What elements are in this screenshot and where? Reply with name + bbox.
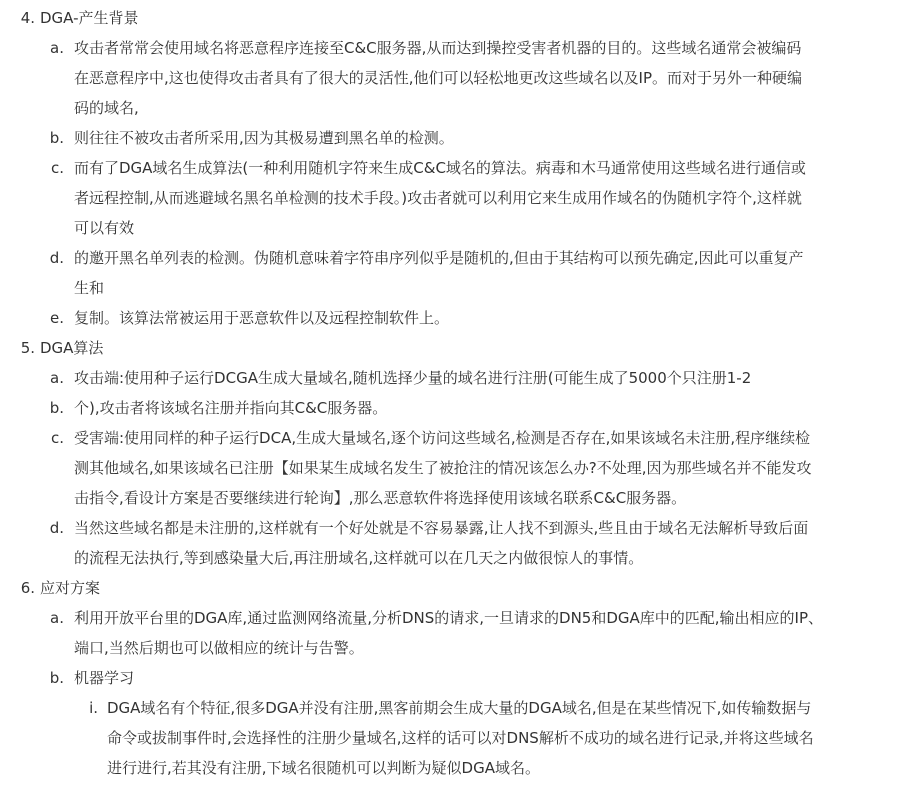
- item-marker: b.: [49, 399, 64, 417]
- item-marker: a.: [50, 369, 64, 387]
- item-line: 击指令,看设计方案是否要继续进行轮询】,那么恶意软件将选择使用该域名联系C&C服务器。: [74, 489, 687, 507]
- item-line: 则往往不被攻击者所采用,因为其极易遭到黑名单的检测。: [74, 129, 454, 147]
- list-item-5d: [0, 513, 918, 573]
- item-marker: e.: [50, 309, 64, 327]
- section-title: 应对方案: [40, 579, 101, 597]
- list-item-5c: [0, 423, 918, 513]
- sub-item-line: 进行进行,若其没有注册,下域名很随机可以判断为疑似DGA域名。: [107, 759, 540, 777]
- list-item-6b: [0, 663, 918, 693]
- list-item-4c: [0, 153, 918, 243]
- item-line: 受害端:使用同样的种子运行DCA,生成大量域名,逐个访问这些域名,检测是否存在,如果该域名未注册,程序继续检: [74, 429, 811, 447]
- list-item-4a: [0, 33, 918, 123]
- item-line: 的流程无法执行,等到感染量大后,再注册域名,这样就可以在几天之内做很惊人的事情。: [74, 549, 644, 567]
- sub-item-line: 命令或拔制事件时,会选择性的注册少量域名,这样的话可以对DNS解析不成功的域名进行记录,并将这些域名: [107, 729, 814, 747]
- item-line: 可以有效: [74, 219, 135, 237]
- item-line: 机器学习: [74, 669, 135, 687]
- item-line: 而有了DGA域名生成算法(一种利用随机字符来生成C&C域名的算法。病毒和木马通常使用这些域名进行通信或: [74, 159, 806, 177]
- section-4: [0, 3, 918, 333]
- section-number: 4.: [20, 9, 35, 27]
- sub-item-line: DGA域名有个特征,很多DGA并没有注册,黑客前期会生成大量的DGA域名,但是在某些情况下,如传输数据与: [107, 699, 812, 717]
- item-marker: c.: [50, 429, 64, 447]
- list-item-4b: [0, 123, 918, 153]
- section-number: 5.: [20, 339, 35, 357]
- item-line: 攻击者常常会使用域名将恶意程序连接至C&C服务器,从而达到操控受害者机器的目的。这些域名通常会被编码: [74, 39, 802, 57]
- section-heading: [0, 333, 918, 363]
- item-line: 在恶意程序中,这也使得攻击者具有了很大的灵活性,他们可以轻松地更改这些域名以及IP。而对于另外一种硬编: [74, 69, 803, 87]
- sub-item-marker: i.: [89, 699, 98, 717]
- item-line: 复制。该算法常被运用于恶意软件以及远程控制软件上。: [74, 309, 450, 327]
- item-marker: b.: [49, 669, 64, 687]
- item-line: 端口,当然后期也可以做相应的统计与告警。: [74, 639, 364, 657]
- item-line: 个),攻击者将该域名注册并指向其C&C服务器。: [74, 399, 388, 417]
- item-line: 测其他域名,如果该域名已注册【如果某生成域名发生了被抢注的情况该怎么办?不处理,因为那些域名并不能发攻: [74, 459, 812, 477]
- list-item-5b: [0, 393, 918, 423]
- section-title: DGA-产生背景: [40, 9, 139, 27]
- item-marker: c.: [50, 159, 64, 177]
- item-marker: b.: [49, 129, 64, 147]
- item-line: 的邀开黑名单列表的检测。伪随机意味着字符串序列似乎是随机的,但由于其结构可以预先确定,因此可以重复产: [74, 249, 804, 267]
- item-line: 攻击端:使用种子运行DCGA生成大量域名,随机选择少量的域名进行注册(可能生成了5000个只注册1-2: [74, 369, 752, 387]
- section-heading: [0, 3, 918, 33]
- section-heading: [0, 573, 918, 603]
- list-item-4e: [0, 303, 918, 333]
- list-item-6a: [0, 603, 918, 663]
- item-marker: d.: [49, 519, 64, 537]
- list-item-5a: [0, 363, 918, 393]
- section-number: 6.: [20, 579, 35, 597]
- sub-list-item-6b-i: [0, 693, 918, 783]
- item-marker: a.: [50, 609, 64, 627]
- section-title: DGA算法: [40, 339, 104, 357]
- item-line: 者远程控制,从而逃避域名黑名单检测的技术手段。)攻击者就可以利用它来生成用作域名的伪随机字符个,这样就: [74, 189, 802, 207]
- item-marker: d.: [49, 249, 64, 267]
- item-line: 生和: [74, 279, 105, 297]
- section-5: [0, 333, 918, 573]
- list-item-4d: [0, 243, 918, 303]
- item-marker: a.: [50, 39, 64, 57]
- item-line: 码的域名,: [74, 99, 139, 117]
- section-6: [0, 573, 918, 783]
- item-line: 利用开放平台里的DGA库,通过监测网络流量,分析DNS的请求,一旦请求的DN5和DGA库中的匹配,输出相应的IP、: [74, 609, 824, 627]
- item-line: 当然这些域名都是未注册的,这样就有一个好处就是不容易暴露,让人找不到源头,些且由于域名无法解析导致后面: [74, 519, 809, 537]
